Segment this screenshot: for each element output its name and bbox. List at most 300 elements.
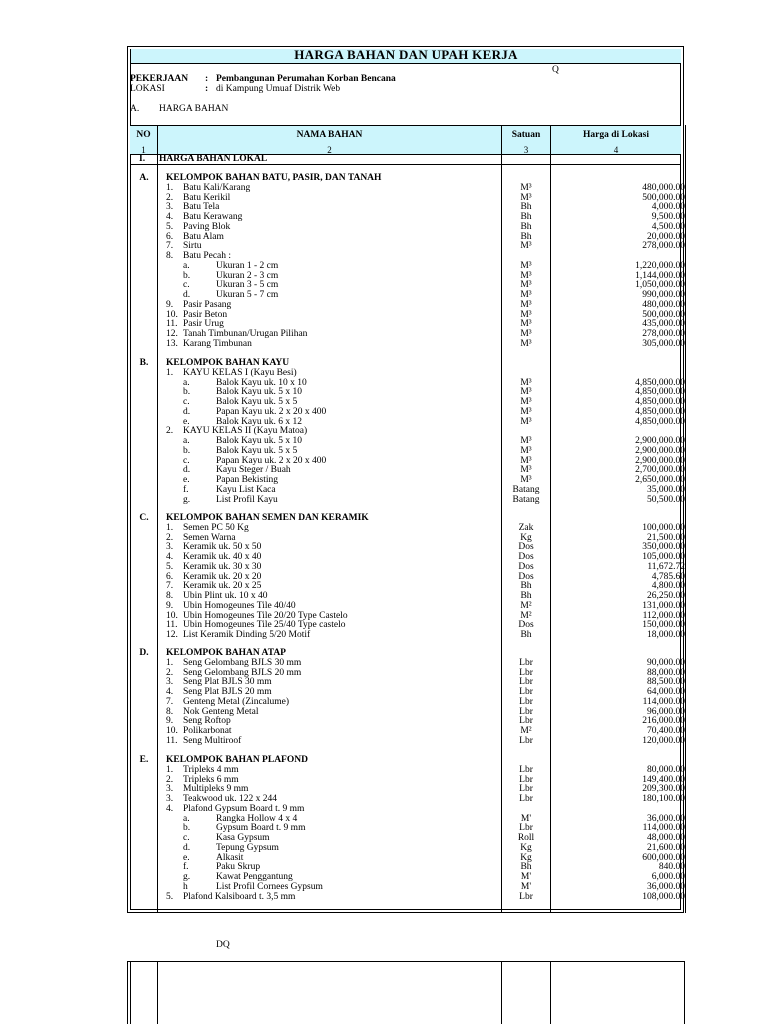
material-name: Semen PC 50 Kg <box>183 522 249 533</box>
unit-cell: M³ <box>520 445 532 456</box>
price-cell: 20,000.00 <box>647 231 685 242</box>
price-cell: 180,100.00 <box>642 794 685 804</box>
table-row <box>0 591 768 601</box>
row-subletter: c. <box>183 455 190 466</box>
material-name: Batu Alam <box>183 231 224 242</box>
table-row <box>0 707 768 717</box>
price-cell: 1,050,000.00 <box>635 280 685 291</box>
table-row <box>0 892 768 902</box>
unit-cell: Bh <box>520 581 532 592</box>
corner-mark: Q <box>552 65 559 75</box>
row-subletter: d. <box>183 465 191 476</box>
unit-cell: Dos <box>518 542 534 553</box>
price-cell: 6,000.00 <box>651 872 685 882</box>
material-name: Pasir Pasang <box>183 299 232 310</box>
price-cell: 1,220,000.00 <box>635 260 685 271</box>
row-number: 2. <box>166 532 174 543</box>
table-row <box>0 417 768 427</box>
row-subletter: e. <box>183 475 190 485</box>
row-subletter: d. <box>183 406 191 417</box>
table-row <box>0 620 768 630</box>
price-cell: 4,800.00 <box>651 581 685 592</box>
price-cell: 4,500.00 <box>651 221 685 232</box>
unit-cell: Dos <box>518 571 534 582</box>
group-title: KELOMPOK BAHAN KAYU <box>166 358 290 368</box>
table-row <box>0 426 768 436</box>
table-row <box>0 542 768 552</box>
row-number: 2. <box>166 774 174 785</box>
unit-cell: M³ <box>520 299 532 310</box>
table-row <box>0 241 768 251</box>
table-row <box>0 882 768 892</box>
row-number: 3. <box>166 794 174 804</box>
unit-cell: Lbr <box>519 764 533 775</box>
material-name: Ubin Homogeunes Tile 25/40 Type castelo <box>183 620 346 631</box>
material-name: Seng Multiroof <box>183 735 242 746</box>
material-name: Ubin Homogeunes Tile 20/20 Type Castelo <box>183 610 348 621</box>
material-name: Papan Kayu uk. 2 x 20 x 400 <box>216 455 327 466</box>
table-row <box>0 387 768 397</box>
table-row <box>0 310 768 320</box>
table-row <box>0 572 768 582</box>
price-cell: 2,650,000.00 <box>635 475 685 485</box>
material-name: Pasir Urug <box>183 319 224 330</box>
price-cell: 350,000.00 <box>642 542 685 553</box>
price-cell: 21,600.00 <box>647 842 685 853</box>
table-row <box>0 446 768 456</box>
unit-cell: Batang <box>512 484 540 495</box>
material-name: List Keramik Dinding 5/20 Motif <box>183 630 311 640</box>
price-cell: 70,400.00 <box>647 726 685 736</box>
group-letter: B. <box>139 358 149 368</box>
unit-cell: M³ <box>520 338 532 349</box>
group-i-label: HARGA BAHAN LOKAL <box>159 154 268 164</box>
material-name: Batu Tela <box>183 202 220 213</box>
unit-cell: Dos <box>518 552 534 562</box>
table-row <box>0 677 768 687</box>
unit-cell: Kg <box>520 842 532 853</box>
price-cell: 305,000.00 <box>642 338 685 349</box>
material-name: Batu Kali/Karang <box>183 182 251 193</box>
table-row <box>0 232 768 242</box>
price-cell: 149,400.00 <box>642 774 685 785</box>
unit-cell: Kg <box>520 532 532 543</box>
price-cell: 26,250.00 <box>647 591 685 601</box>
material-name: Ukuran 3 - 5 cm <box>216 280 279 291</box>
material-name: Paving Blok <box>183 221 231 232</box>
unit-cell: M³ <box>520 260 532 271</box>
row-subletter: e. <box>183 852 190 863</box>
material-name: Keramik uk. 50 x 50 <box>183 542 262 553</box>
colnum-3: 3 <box>523 145 529 155</box>
unit-cell: Bh <box>520 221 532 232</box>
material-name: Polikarbonat <box>183 726 232 736</box>
material-name: Semen Warna <box>183 532 236 543</box>
row-number: 6. <box>166 231 174 242</box>
unit-cell: M³ <box>520 406 532 417</box>
row-number: 11. <box>166 735 178 746</box>
unit-cell: M² <box>520 610 532 621</box>
table-row <box>0 329 768 339</box>
table-row <box>0 814 768 824</box>
price-cell: 209,300.00 <box>642 784 685 795</box>
row-number: 4. <box>166 552 174 562</box>
table-row <box>0 251 768 261</box>
price-cell: 600,000.00 <box>642 852 685 863</box>
table-row <box>0 319 768 329</box>
unit-cell: M' <box>520 872 532 882</box>
next-col-line-6 <box>684 961 685 1024</box>
row-number: 8. <box>166 251 174 261</box>
table-row <box>0 222 768 232</box>
table-row <box>0 533 768 543</box>
table-row <box>0 465 768 475</box>
price-cell: 80,000.00 <box>647 764 685 775</box>
row-number: 8. <box>166 591 174 601</box>
row-number: 5. <box>166 891 174 902</box>
row-subletter: e. <box>183 416 190 427</box>
table-row <box>0 562 768 572</box>
price-cell: 114,000.00 <box>642 696 685 707</box>
unit-cell: Lbr <box>519 735 533 746</box>
table-row <box>0 193 768 203</box>
price-cell: 36,000.00 <box>647 881 685 892</box>
price-cell: 100,000.00 <box>642 522 685 533</box>
material-name: Karang Timbunan <box>183 338 252 349</box>
row-number: 3. <box>166 677 174 688</box>
unit-cell: Bh <box>520 862 532 873</box>
row-subletter: d. <box>183 842 191 853</box>
unit-cell: M³ <box>520 270 532 281</box>
unit-cell: Lbr <box>519 657 533 668</box>
group-title: KELOMPOK BAHAN PLAFOND <box>166 755 308 765</box>
unit-cell: Bh <box>520 591 532 601</box>
table-row <box>0 775 768 785</box>
unit-cell: M' <box>520 881 532 892</box>
material-name: Ukuran 2 - 3 cm <box>216 270 279 281</box>
row-number: 2. <box>166 426 174 437</box>
unit-cell: Lbr <box>519 696 533 707</box>
price-cell: 150,000.00 <box>642 620 685 631</box>
table-row <box>0 183 768 193</box>
table-row <box>0 687 768 697</box>
unit-cell: Bh <box>520 212 532 222</box>
next-col-line-4 <box>501 961 502 1024</box>
row-number: 11. <box>166 319 178 330</box>
table-row <box>0 862 768 872</box>
row-number: 9. <box>166 716 174 727</box>
table-row <box>0 784 768 794</box>
group-header <box>0 173 768 183</box>
pekerjaan-label: PEKERJAAN <box>130 74 189 84</box>
row-number: 3. <box>166 784 174 795</box>
header-satuan: Satuan <box>511 130 541 140</box>
material-name: KAYU KELAS I (Kayu Besi) <box>183 367 297 378</box>
row-subletter: f. <box>183 484 189 495</box>
row-number: 7. <box>166 696 174 707</box>
row-number: 7. <box>166 241 174 252</box>
price-cell: 435,000.00 <box>642 319 685 330</box>
row-number: 3. <box>166 542 174 553</box>
table-row <box>0 300 768 310</box>
price-cell: 21,500.00 <box>647 532 685 543</box>
price-cell: 36,000.00 <box>647 813 685 824</box>
unit-cell: M³ <box>520 182 532 193</box>
group-header <box>0 648 768 658</box>
unit-cell: Bh <box>520 630 532 640</box>
section-a-label: HARGA BAHAN <box>159 104 229 114</box>
row-number: 4. <box>166 212 174 222</box>
table-row <box>0 368 768 378</box>
price-cell: 500,000.00 <box>642 309 685 320</box>
price-cell: 2,900,000.00 <box>635 436 685 446</box>
unit-cell: Lbr <box>519 706 533 717</box>
price-cell: 88,000.00 <box>647 667 685 678</box>
unit-cell: Roll <box>517 833 535 843</box>
group-letter: E. <box>139 755 149 765</box>
header-harga: Harga di Lokasi <box>583 130 649 140</box>
material-name: Kawat Penggantung <box>216 872 293 882</box>
unit-cell: M³ <box>520 290 532 300</box>
row-number: 7. <box>166 581 174 592</box>
material-name: Kayu List Kaca <box>216 484 276 495</box>
table-row <box>0 601 768 611</box>
price-cell: 48,000.00 <box>647 833 685 843</box>
lokasi-value: di Kampung Umuaf Distrik Web <box>216 84 341 94</box>
row-subletter: g. <box>183 872 191 882</box>
pekerjaan-value: Pembangunan Perumahan Korban Bencana <box>216 74 396 84</box>
material-name: Genteng Metal (Zincalume) <box>183 696 290 707</box>
unit-cell: Lbr <box>519 794 533 804</box>
material-name: Balok Kayu uk. 5 x 10 <box>216 387 303 398</box>
row-number: 9. <box>166 299 174 310</box>
header-nama-bahan: NAMA BAHAN <box>296 130 363 140</box>
table-row <box>0 378 768 388</box>
price-cell: 96,000.00 <box>647 706 685 717</box>
material-name: Papan Bekisting <box>216 475 279 485</box>
table-row <box>0 833 768 843</box>
unit-cell: M³ <box>520 416 532 427</box>
unit-cell: M³ <box>520 280 532 291</box>
table-row <box>0 495 768 505</box>
unit-cell: Lbr <box>519 774 533 785</box>
group-i-underline <box>130 164 681 165</box>
row-number: 10. <box>166 610 178 621</box>
table-row <box>0 271 768 281</box>
unit-cell: M³ <box>520 377 532 388</box>
unit-cell: M³ <box>520 241 532 252</box>
row-number: 8. <box>166 706 174 717</box>
row-number: 12. <box>166 329 178 339</box>
row-number: 4. <box>166 687 174 697</box>
price-cell: 480,000.00 <box>642 299 685 310</box>
table-row <box>0 716 768 726</box>
next-col-line-5 <box>550 961 551 1024</box>
unit-cell: M³ <box>520 455 532 466</box>
row-number: 2. <box>166 667 174 678</box>
material-name: Pasir Beton <box>183 309 228 320</box>
header-no: NO <box>136 130 151 140</box>
row-subletter: b. <box>183 445 191 456</box>
material-name: Balok Kayu uk. 10 x 10 <box>216 377 307 388</box>
price-cell: 114,000.00 <box>642 823 685 834</box>
unit-cell: M³ <box>520 329 532 339</box>
row-subletter: a. <box>183 377 190 388</box>
material-name: Keramik uk. 30 x 30 <box>183 561 262 572</box>
price-cell: 1,144,000.00 <box>635 270 685 281</box>
colnum-1: 1 <box>141 145 146 155</box>
row-number: 2. <box>166 192 174 203</box>
group-title: KELOMPOK BAHAN BATU, PASIR, DAN TANAH <box>166 173 382 183</box>
table-row <box>0 794 768 804</box>
table-row <box>0 853 768 863</box>
table-row <box>0 668 768 678</box>
price-cell: 112,000.00 <box>642 610 685 621</box>
table-row <box>0 736 768 746</box>
material-name: Balok Kayu uk. 6 x 12 <box>216 416 303 427</box>
material-name: Alkasit <box>216 852 244 863</box>
row-subletter: d. <box>183 290 191 300</box>
price-cell: 500,000.00 <box>642 192 685 203</box>
row-number: 6. <box>166 571 174 582</box>
row-subletter: b. <box>183 387 191 398</box>
table-row <box>0 456 768 466</box>
unit-cell: Lbr <box>519 677 533 688</box>
price-cell: 2,900,000.00 <box>635 445 685 456</box>
price-cell: 4,850,000.00 <box>635 406 685 417</box>
table-row <box>0 485 768 495</box>
group-letter: C. <box>139 513 149 523</box>
row-subletter: a. <box>183 436 190 446</box>
material-name: Seng Plat BJLS 30 mm <box>183 677 272 688</box>
unit-cell: Lbr <box>519 784 533 795</box>
next-table-top-line <box>127 961 685 962</box>
next-col-line-2 <box>130 961 131 1024</box>
table-row <box>0 611 768 621</box>
group-letter: D. <box>139 648 149 658</box>
price-cell: 4,850,000.00 <box>635 387 685 398</box>
table-row <box>0 407 768 417</box>
price-cell: 2,700,000.00 <box>635 465 685 476</box>
row-number: 10. <box>166 309 178 320</box>
row-number: 1. <box>166 764 174 775</box>
colnum-4: 4 <box>613 145 619 155</box>
colnum-2: 2 <box>327 145 332 155</box>
row-number: 10. <box>166 726 178 736</box>
table-row <box>0 843 768 853</box>
unit-cell: Dos <box>518 561 534 572</box>
row-subletter: h <box>183 881 188 892</box>
unit-cell: M³ <box>520 309 532 320</box>
row-subletter: a. <box>183 260 190 271</box>
material-name: Kasa Gypsum <box>216 833 270 843</box>
material-name: Kayu Steger / Buah <box>216 465 291 476</box>
price-cell: 216,000.00 <box>642 716 685 727</box>
price-cell: 131,000.00 <box>642 600 685 611</box>
price-cell: 4,850,000.00 <box>635 377 685 388</box>
material-name: Nok Genteng Metal <box>183 706 259 717</box>
table-row <box>0 765 768 775</box>
row-subletter: f. <box>183 862 189 873</box>
row-subletter: g. <box>183 494 191 505</box>
next-col-line-1 <box>127 961 128 1024</box>
next-col-line-3 <box>157 961 158 1024</box>
material-name: Ukuran 1 - 2 cm <box>216 260 279 271</box>
material-name: Sirtu <box>183 241 202 252</box>
table-row <box>0 697 768 707</box>
price-cell: 840.00 <box>658 862 685 873</box>
price-cell: 120,000.00 <box>642 735 685 746</box>
table-row <box>0 339 768 349</box>
unit-cell: Lbr <box>519 823 533 834</box>
unit-cell: Bh <box>520 202 532 213</box>
material-name: Plafond Kalsiboard t. 3,5 mm <box>183 891 296 902</box>
material-name: Balok Kayu uk. 5 x 10 <box>216 436 303 446</box>
material-name: Plafond Gypsum Board t. 9 mm <box>183 803 305 814</box>
group-letter: A. <box>139 173 149 183</box>
unit-cell: Batang <box>512 494 540 505</box>
price-cell: 2,900,000.00 <box>635 455 685 466</box>
material-name: Papan Kayu uk. 2 x 20 x 400 <box>216 406 327 417</box>
material-name: Tripleks 4 mm <box>183 764 239 775</box>
price-cell: 4,850,000.00 <box>635 416 685 427</box>
row-number: 1. <box>166 657 174 668</box>
unit-cell: M² <box>520 726 532 736</box>
price-cell: 9,500.00 <box>651 212 685 222</box>
price-cell: 4,850,000.00 <box>635 397 685 407</box>
footer-mark: DQ <box>216 940 230 950</box>
price-cell: 4,785.60 <box>651 571 685 582</box>
material-name: Keramik uk. 20 x 25 <box>183 581 262 592</box>
material-name: Ukuran 5 - 7 cm <box>216 290 279 300</box>
row-subletter: c. <box>183 833 190 843</box>
table-row <box>0 872 768 882</box>
price-cell: 278,000.00 <box>642 329 685 339</box>
unit-cell: Bh <box>520 231 532 242</box>
material-name: Keramik uk. 40 x 40 <box>183 552 262 562</box>
unit-cell: M³ <box>520 436 532 446</box>
unit-cell: Kg <box>520 852 532 863</box>
table-row <box>0 552 768 562</box>
unit-cell: Zak <box>518 522 534 533</box>
unit-cell: M³ <box>520 397 532 407</box>
price-cell: 18,000.00 <box>647 630 685 640</box>
row-subletter: c. <box>183 280 190 291</box>
price-cell: 50,500.00 <box>647 494 685 505</box>
price-cell: 64,000.00 <box>647 687 685 697</box>
material-name: Seng Roftop <box>183 716 231 727</box>
price-cell: 11,672.72 <box>647 561 685 572</box>
row-number: 1. <box>166 182 174 193</box>
material-name: Balok Kayu uk. 5 x 5 <box>216 397 298 407</box>
material-name: Balok Kayu uk. 5 x 5 <box>216 445 298 456</box>
group-i-num: I. <box>139 154 146 164</box>
unit-cell: Lbr <box>519 667 533 678</box>
row-subletter: b. <box>183 823 191 834</box>
row-number: 3. <box>166 202 174 213</box>
material-name: Rangka Hollow 4 x 4 <box>216 813 298 824</box>
table-row <box>0 261 768 271</box>
table-row <box>0 280 768 290</box>
price-cell: 105,000.00 <box>642 552 685 562</box>
material-name: List Profil Cornees Gypsum <box>216 881 323 892</box>
unit-cell: Lbr <box>519 687 533 697</box>
table-row <box>0 202 768 212</box>
unit-cell: M³ <box>520 475 532 485</box>
group-header <box>0 513 768 523</box>
material-name: Batu Pecah : <box>183 251 232 261</box>
price-cell: 35,000.00 <box>647 484 685 495</box>
